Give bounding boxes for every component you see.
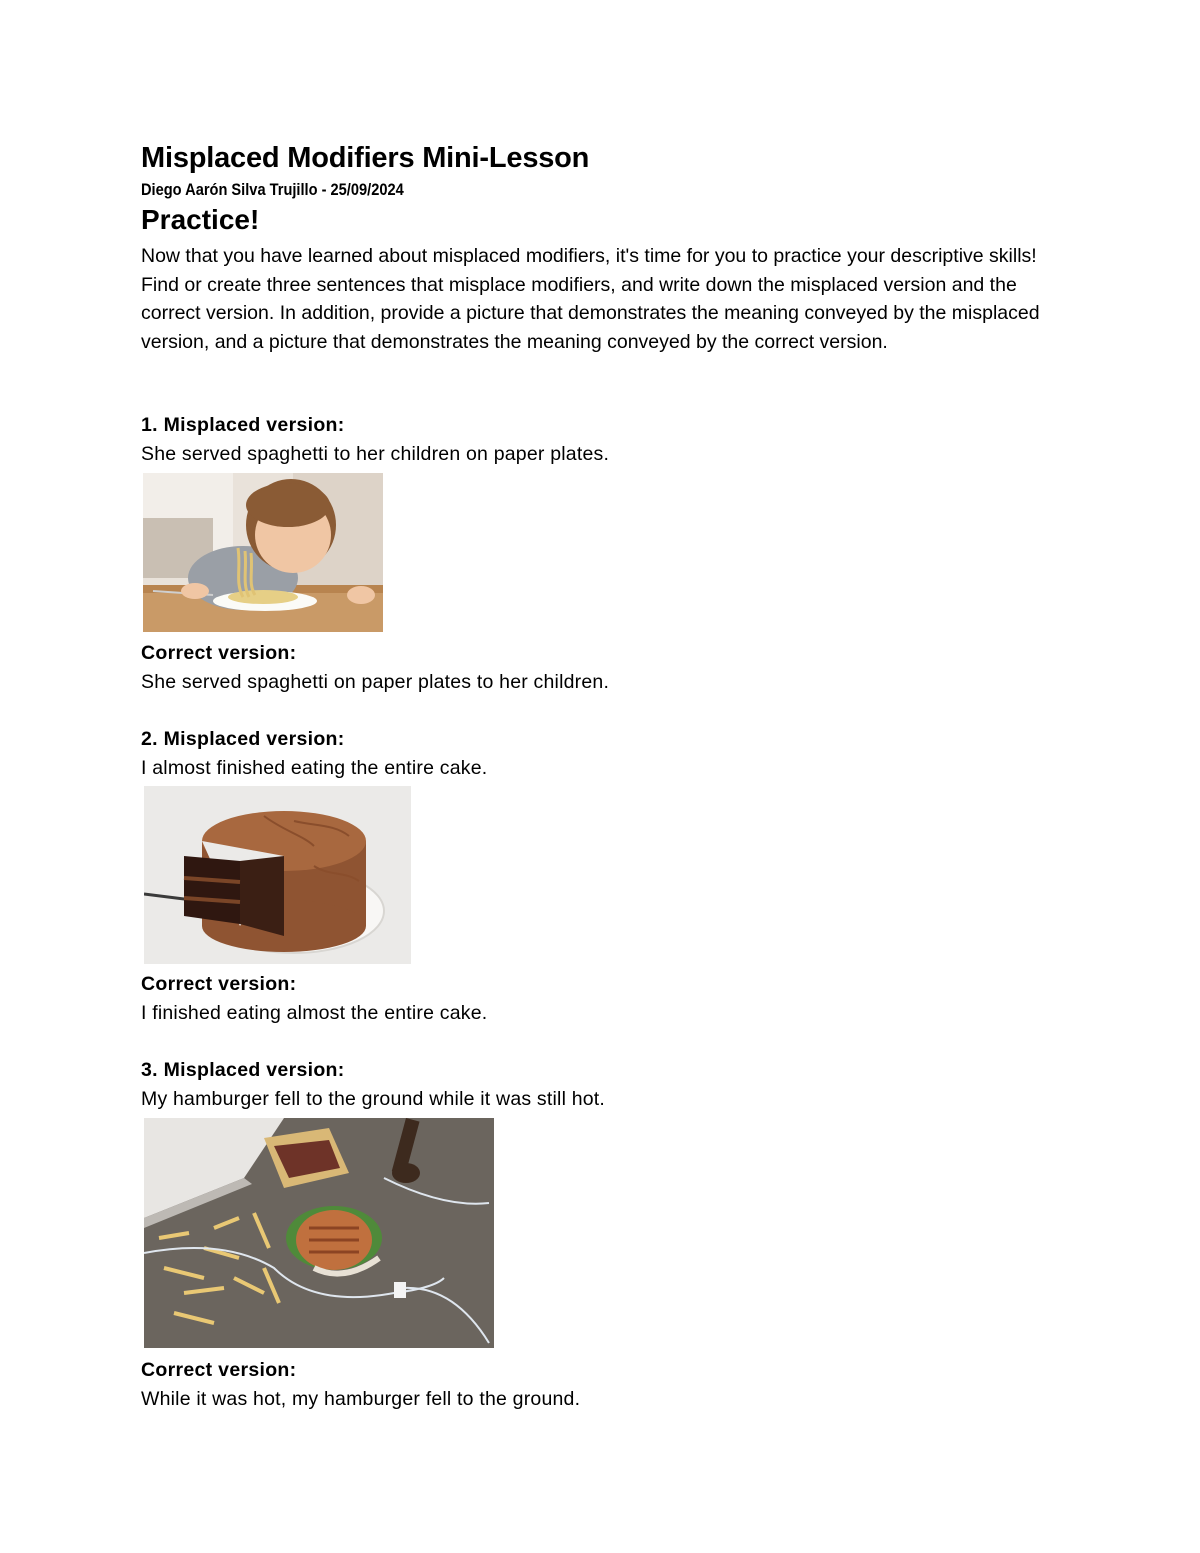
dropped-hamburger-image bbox=[144, 1118, 494, 1348]
example-3-correct-sentence: While it was hot, my hamburger fell to the ground. bbox=[141, 1388, 581, 1410]
example-2-misplaced-label: 2. Misplaced version: bbox=[141, 728, 345, 750]
intro-paragraph: Now that you have learned about misplaced modifiers, it's time for you to practice your descriptive skills! Find or create three sentences that misplace modifiers, and write down the misplaced version and the correct version. In addition, provide a picture that demonstrates the meaning conveyed by the misplaced version, and a picture that demonstrates the meaning conveyed by the correct version. bbox=[141, 245, 1040, 353]
example-1-correct-label: Correct version: bbox=[141, 642, 297, 664]
document-title: Misplaced Modifiers Mini-Lesson bbox=[141, 142, 590, 174]
example-3-correct-label: Correct version: bbox=[141, 1359, 297, 1381]
example-2-correct-sentence: I finished eating almost the entire cake. bbox=[141, 1002, 488, 1024]
example-3-misplaced-label: 3. Misplaced version: bbox=[141, 1059, 345, 1081]
example-2-misplaced-sentence: I almost finished eating the entire cake. bbox=[141, 757, 488, 779]
spaghetti-child-image bbox=[143, 473, 383, 632]
author-date-line: Diego Aarón Silva Trujillo - 25/09/2024 bbox=[141, 180, 404, 199]
section-heading: Practice! bbox=[141, 204, 260, 235]
example-1-correct-sentence: She served spaghetti on paper plates to her children. bbox=[141, 671, 610, 693]
example-1-misplaced-label: 1. Misplaced version: bbox=[141, 414, 345, 436]
example-3-misplaced-sentence: My hamburger fell to the ground while it was still hot. bbox=[141, 1088, 606, 1110]
example-2-correct-label: Correct version: bbox=[141, 973, 297, 995]
chocolate-cake-image bbox=[144, 786, 411, 964]
example-1-misplaced-sentence: She served spaghetti to her children on paper plates. bbox=[141, 443, 610, 465]
